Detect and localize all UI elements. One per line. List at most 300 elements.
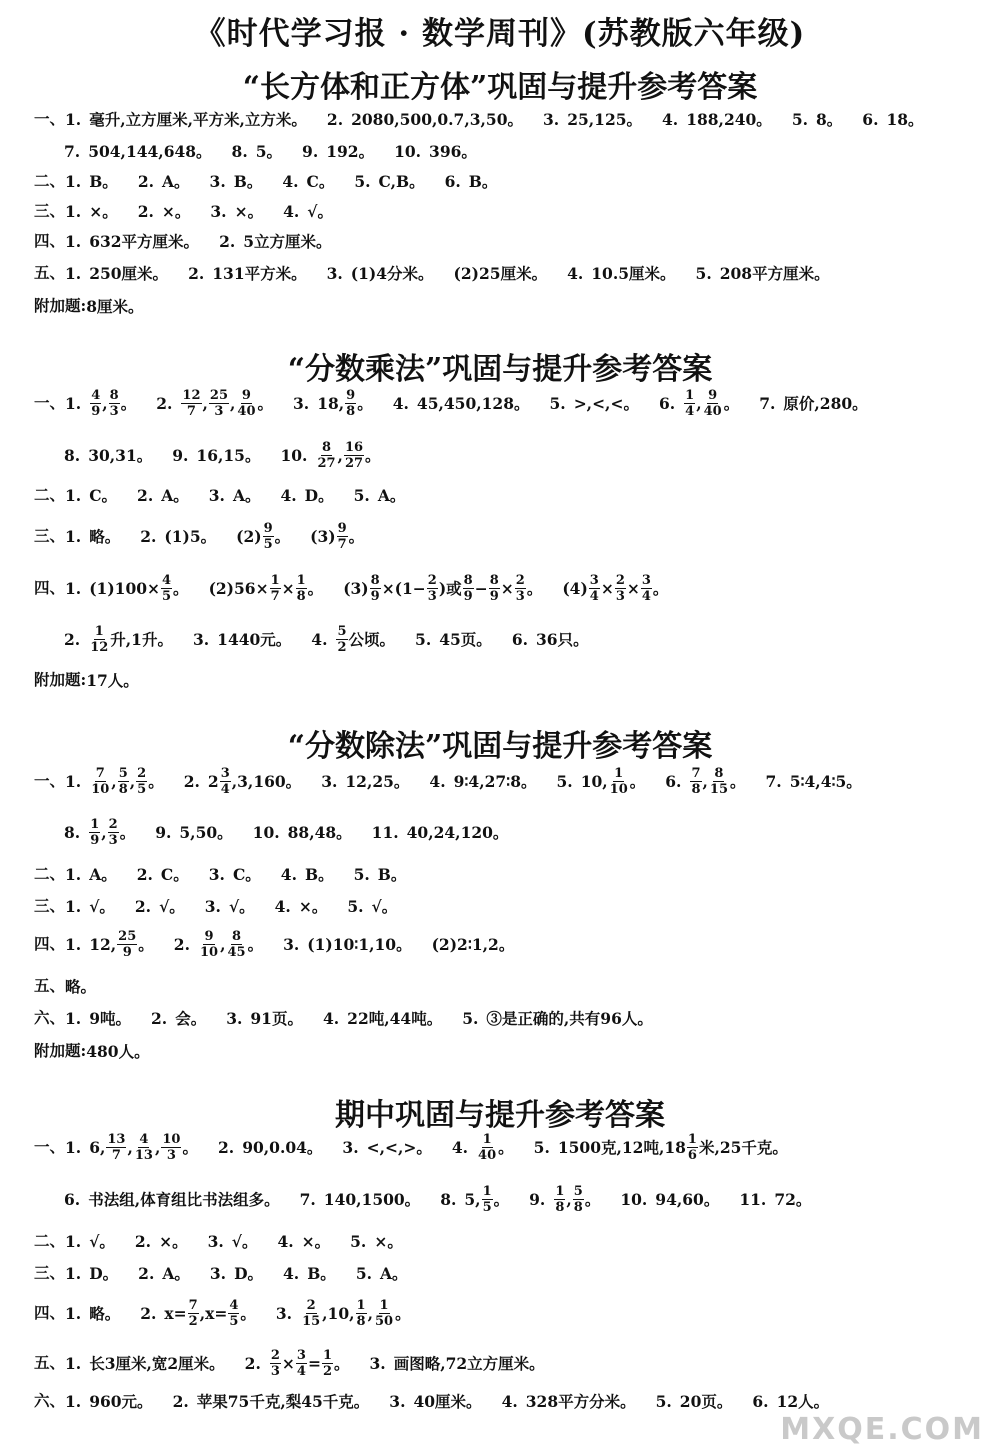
answer-text: C,B。 [378, 171, 425, 191]
answer-item [155, 812, 232, 853]
answer-item [209, 859, 261, 890]
fraction-numerator: 1 [90, 817, 100, 832]
answer-text: 396。 [429, 141, 477, 161]
question-number: 7. [759, 393, 776, 413]
answer-item [174, 924, 263, 965]
part-label: 三、 [34, 896, 66, 915]
question-number: 5. [350, 1231, 367, 1251]
part-label: 五、 [34, 1353, 66, 1372]
question-number: 1. [65, 1137, 82, 1157]
answer-text: B。 [307, 1263, 336, 1283]
answer-text: 。 [357, 393, 373, 413]
answer-item [342, 1127, 431, 1168]
fraction-denominator: 8 [356, 1314, 366, 1329]
fraction-numerator: 1 [685, 388, 695, 403]
answer-item [86, 291, 143, 322]
question-number: 2. [183, 771, 200, 791]
answer-text: 40厘米。 [413, 1391, 482, 1411]
answer-text: 1500克,12吨,18 [557, 1137, 686, 1157]
answer-line [34, 382, 994, 422]
answer-item [193, 619, 291, 660]
question-number: 3. [209, 171, 226, 191]
fraction [356, 1299, 367, 1328]
fraction [296, 1349, 307, 1378]
fraction [199, 930, 219, 959]
answer-text: × [281, 578, 295, 598]
answer-text: 书法组,体育组比书法组多。 [88, 1189, 280, 1209]
question-number: 2. [134, 896, 152, 916]
fraction-denominator: 13 [134, 1148, 153, 1163]
answer-text: ×。 [374, 1231, 403, 1251]
fraction [296, 574, 307, 603]
question-number: 2. [188, 263, 205, 283]
answer-text: ×。 [89, 201, 118, 221]
question-number: 6. [665, 771, 682, 791]
answer-line [34, 1035, 994, 1065]
question-number: 3. [342, 1137, 359, 1157]
question-number: 1. [65, 171, 82, 191]
answer-text: 。 [365, 445, 381, 465]
fraction [134, 1133, 154, 1162]
fraction-numerator: 1 [482, 1184, 492, 1199]
question-number: 4. [282, 171, 299, 191]
answer-item [347, 891, 397, 922]
fraction-denominator: 7 [270, 589, 280, 604]
part-label: 三、 [34, 526, 66, 545]
answer-line [34, 1257, 994, 1287]
fraction-numerator: 1 [94, 624, 104, 639]
answer-item [550, 383, 639, 424]
fraction-denominator: 8 [573, 1200, 583, 1215]
question-number: 1. [65, 1391, 82, 1411]
fraction-numerator: 5 [337, 624, 347, 639]
answer-text: 12,25。 [345, 771, 410, 791]
answer-text: D。 [234, 1263, 264, 1283]
fraction [209, 389, 229, 418]
fraction [89, 818, 100, 847]
answer-line [34, 890, 994, 920]
answer-item [389, 1386, 481, 1417]
answer-text: B。 [233, 171, 263, 191]
answer-item [321, 761, 409, 802]
fraction-numerator: 1 [322, 1348, 332, 1363]
answer-text: 。 [498, 1137, 514, 1157]
answer-text: 。 [173, 578, 189, 598]
answer-text: 45页。 [439, 629, 492, 649]
fraction-denominator: 5 [137, 782, 147, 797]
answer-text: × [626, 578, 640, 598]
answer-line [34, 858, 994, 888]
answer-text: 。 [119, 822, 136, 842]
question-number: 4. [280, 485, 297, 505]
answer-item [64, 1179, 280, 1220]
part-label: 二、 [34, 485, 66, 504]
answer-item [300, 1179, 421, 1220]
answer-item [432, 924, 515, 965]
answer-text: 。 [348, 526, 365, 546]
question-number: 1. [65, 485, 82, 505]
answer-text: C。 [232, 864, 261, 884]
question-number: 1. [65, 934, 82, 954]
answer-item [462, 1003, 653, 1034]
answer-text: B。 [304, 864, 334, 884]
answer-item [276, 1293, 411, 1334]
fraction [684, 389, 695, 418]
fraction [117, 930, 137, 959]
answer-item [567, 258, 675, 289]
answer-text: ×。 [301, 1231, 331, 1251]
question-number: 3. [326, 263, 343, 283]
fraction-denominator: 4 [220, 782, 230, 797]
question-number: 1. [65, 771, 82, 791]
part-label: 附加题: [34, 1041, 87, 1060]
question-number: 1. [65, 1231, 82, 1251]
question-number: 2. [173, 934, 190, 954]
fraction [90, 389, 101, 418]
answer-item [208, 1226, 258, 1257]
answer-item [283, 196, 333, 227]
part-label: 五、 [34, 976, 66, 995]
question-number: 1. [65, 864, 82, 884]
answer-text: 16,15。 [196, 445, 261, 465]
fraction-denominator: 4 [296, 1364, 306, 1379]
fraction [161, 1133, 181, 1162]
answer-item [662, 104, 772, 135]
question-number: 3. [192, 629, 210, 649]
answer-text: 。 [138, 934, 154, 954]
part-label: 三、 [34, 201, 66, 220]
question-number: 5. [355, 1263, 372, 1283]
fraction [228, 1299, 239, 1328]
fraction-numerator: 5 [118, 766, 128, 781]
question-number: 6. [64, 1189, 81, 1209]
question-number: 8. [231, 141, 248, 161]
answer-line [64, 811, 1000, 851]
answer-text: 。 [723, 393, 740, 413]
answer-item [792, 104, 842, 135]
answer-line [34, 257, 994, 287]
fraction-denominator: 5 [482, 1200, 492, 1215]
fraction-numerator: 2 [515, 573, 525, 588]
answer-item [659, 383, 739, 424]
question-number: 5. [354, 171, 371, 191]
answer-line [34, 1292, 994, 1332]
question-number: 4. [277, 1231, 294, 1251]
answer-item [429, 761, 536, 802]
question-number: 1. [65, 896, 82, 916]
answer-text: 5。 [255, 141, 283, 161]
question-number: 4. [392, 393, 409, 413]
fraction-numerator: 16 [344, 440, 364, 455]
question-number: 2. [156, 393, 173, 413]
question-number: 2. [136, 864, 153, 884]
fraction [301, 1299, 321, 1328]
answer-item [759, 383, 867, 424]
answer-line [64, 1178, 1000, 1218]
fraction-numerator: 8 [714, 766, 724, 781]
answer-text: <,<,>。 [366, 1137, 432, 1157]
answer-text: A。 [232, 485, 261, 505]
answer-item [440, 1179, 509, 1220]
answer-text: A。 [377, 485, 406, 505]
answer-text: 12, [89, 934, 117, 954]
fraction-denominator: 9 [91, 404, 101, 419]
answer-text: 略。 [89, 526, 121, 546]
fraction-denominator: 7 [111, 1148, 121, 1163]
answer-text: , [202, 393, 208, 413]
answer-item [65, 104, 307, 135]
answer-item [393, 383, 530, 424]
question-number: 2. [326, 109, 344, 129]
answer-line [64, 618, 1000, 658]
fraction-numerator: 3 [220, 766, 230, 781]
answer-item [302, 136, 374, 167]
question-number: 1. [65, 578, 82, 598]
answer-item [232, 136, 282, 167]
answer-line [34, 1385, 994, 1415]
answer-item [562, 568, 668, 609]
answer-line [34, 923, 994, 963]
answer-item [65, 258, 168, 289]
answer-item [502, 1386, 636, 1417]
answer-text: √。 [371, 896, 398, 916]
answer-item [65, 1127, 198, 1168]
answer-item [65, 1343, 225, 1384]
answer-item [65, 480, 117, 511]
fraction-denominator: 45 [227, 945, 246, 960]
answer-line [34, 760, 994, 800]
question-number: 4. [283, 1263, 300, 1283]
fraction-numerator: 3 [641, 573, 651, 588]
fraction-numerator: 2 [306, 1298, 316, 1313]
answer-item [327, 258, 434, 289]
answer-text: = [307, 1353, 321, 1373]
answer-line [64, 434, 1000, 474]
answer-text: (2)2∶1,2。 [431, 934, 515, 954]
answer-text: 。 [247, 934, 264, 954]
fraction-numerator: 3 [296, 1348, 306, 1363]
answer-line [34, 515, 994, 555]
question-number: 4. [567, 263, 584, 283]
answer-text: 6, [89, 1137, 106, 1157]
answer-item [173, 1386, 370, 1417]
answer-text: 12人。 [776, 1391, 830, 1411]
answer-text: 原价,280。 [783, 393, 868, 413]
question-number: 9. [302, 141, 319, 161]
answer-text: × [600, 578, 614, 598]
question-number: 8. [440, 1189, 457, 1209]
answer-text: D。 [89, 1263, 119, 1283]
question-number: 10. [620, 1189, 648, 1209]
answer-text: 45,450,128。 [416, 393, 530, 413]
section-heading: “分数乘法”巩固与提升参考答案 [287, 352, 713, 387]
answer-text: (2) [236, 526, 262, 546]
answer-item [65, 196, 118, 227]
question-number: 5. [533, 1137, 550, 1157]
answer-item [137, 859, 189, 890]
fraction [589, 574, 600, 603]
part-label: 六、 [34, 1391, 66, 1410]
question-number: 1. [65, 201, 82, 221]
answer-item [293, 383, 373, 424]
question-number: 6. [752, 1391, 769, 1411]
question-number: 3. [209, 1263, 227, 1283]
fraction-denominator: 5 [263, 537, 273, 552]
part-label: 二、 [34, 171, 66, 190]
fraction [641, 574, 652, 603]
answer-text: >,<,<。 [573, 393, 639, 413]
answer-item [280, 480, 333, 511]
fraction-numerator: 8 [321, 440, 331, 455]
fraction-denominator: 3 [270, 1364, 280, 1379]
answer-item [557, 761, 646, 802]
answer-text: ③是正确的,共有96人。 [486, 1008, 653, 1028]
fraction [188, 1299, 199, 1328]
answer-item [534, 1127, 788, 1168]
answer-text: 升,1升。 [110, 629, 173, 649]
fraction-denominator: 3 [109, 404, 119, 419]
answer-item [65, 1258, 118, 1289]
answer-text: 。 [148, 771, 164, 791]
fraction [370, 574, 381, 603]
answer-item [356, 1258, 408, 1289]
part-label: 一、 [34, 393, 66, 412]
answer-text: (2)25厘米。 [453, 263, 548, 283]
answer-item [620, 1179, 719, 1220]
answer-item [86, 665, 139, 696]
answer-item [65, 166, 118, 197]
answer-item [140, 1293, 256, 1334]
answer-text: , [129, 771, 136, 791]
question-number: 1. [65, 1008, 82, 1028]
answer-text: 。 [584, 1189, 601, 1209]
fraction [482, 1185, 493, 1214]
question-number: 3. [321, 771, 338, 791]
answer-text: 略。 [65, 976, 97, 996]
question-number: 5. [655, 1391, 672, 1411]
fraction-denominator: 2 [188, 1314, 198, 1329]
answer-text: 。 [334, 1353, 350, 1373]
answer-text: 88,48。 [287, 822, 352, 842]
answer-line [34, 1002, 994, 1032]
answer-text: 公顷。 [348, 629, 396, 649]
part-label: 四、 [34, 578, 66, 597]
answer-text: 5, [464, 1189, 481, 1209]
fraction-denominator: 2 [337, 640, 347, 655]
answer-item [138, 166, 190, 197]
question-number: 10. [394, 141, 422, 161]
fraction-numerator: 2 [427, 573, 437, 588]
answer-item [343, 568, 542, 609]
answer-text: 。 [730, 771, 746, 791]
fraction-numerator: 4 [91, 388, 101, 403]
question-number: 10. [280, 445, 308, 465]
answer-text: 480人。 [86, 1041, 150, 1061]
question-number: 5. [353, 485, 370, 505]
answer-text: 90,0.04。 [242, 1137, 323, 1157]
answer-item [219, 226, 331, 257]
fraction [161, 574, 172, 603]
question-number: 4. [311, 629, 328, 649]
fraction [263, 522, 274, 551]
fraction-numerator: 8 [489, 573, 499, 588]
fraction-numerator: 9 [241, 388, 251, 403]
answer-item [245, 1343, 350, 1384]
answer-text: √。 [307, 201, 333, 221]
answer-text: √。 [159, 896, 185, 916]
answer-item [236, 516, 290, 557]
fraction [226, 930, 246, 959]
answer-text: (1)100× [89, 578, 160, 598]
answer-text: 。 [493, 1189, 510, 1209]
answer-text: , [220, 934, 226, 954]
answer-text: 。 [307, 578, 324, 598]
fraction [609, 767, 629, 796]
answer-text: 5∶4,4∶5。 [789, 771, 862, 791]
answer-line [34, 1225, 994, 1255]
fraction-denominator: 4 [589, 589, 599, 604]
answer-text: 苹果75千克,梨45千克。 [196, 1391, 370, 1411]
answer-text: 960元。 [89, 1391, 153, 1411]
question-number: 3. [204, 896, 221, 916]
answer-item [323, 1003, 442, 1034]
answer-text: 5,50。 [179, 822, 233, 842]
answer-text: 8厘米。 [86, 296, 144, 316]
answer-text: , [337, 445, 343, 465]
question-number: 6. [658, 393, 676, 413]
answer-text: A。 [89, 864, 117, 884]
answer-line [34, 195, 994, 225]
answer-text: 40,24,120。 [406, 822, 509, 842]
question-number: 5. [353, 864, 370, 884]
part-label: 附加题: [34, 296, 87, 315]
fraction-denominator: 9 [90, 833, 100, 848]
answer-text: √。 [89, 896, 115, 916]
answer-item [135, 891, 185, 922]
answer-item [350, 1226, 403, 1257]
fraction [573, 1185, 584, 1214]
fraction-numerator: 13 [107, 1132, 126, 1147]
answer-item [64, 812, 135, 853]
answer-text: ,3,160。 [231, 771, 302, 791]
answer-item [65, 971, 96, 1002]
fraction-numerator: 8 [231, 929, 242, 944]
fraction [477, 1133, 497, 1162]
answer-text: , [111, 771, 117, 791]
question-number: 4. [322, 1008, 340, 1028]
answer-item [696, 258, 830, 289]
answer-text: B。 [89, 171, 118, 191]
answer-text: − [474, 578, 488, 598]
question-number: 7. [765, 771, 782, 791]
fraction [489, 574, 500, 603]
question-number: 5. [791, 109, 808, 129]
fraction [108, 818, 119, 847]
answer-text: 72。 [774, 1189, 812, 1209]
fraction [703, 389, 723, 418]
fraction-denominator: 9 [122, 945, 132, 960]
answer-item [862, 104, 923, 135]
fraction-numerator: 2 [615, 573, 625, 588]
fraction-numerator: 9 [263, 521, 273, 536]
question-number: 2. [218, 1137, 235, 1157]
answer-line [64, 135, 1000, 165]
question-number: 5. [549, 393, 566, 413]
answer-text: × [281, 1353, 295, 1373]
answer-item [210, 196, 263, 227]
question-number: 1. [65, 526, 82, 546]
fraction-numerator: 1 [356, 1298, 366, 1313]
